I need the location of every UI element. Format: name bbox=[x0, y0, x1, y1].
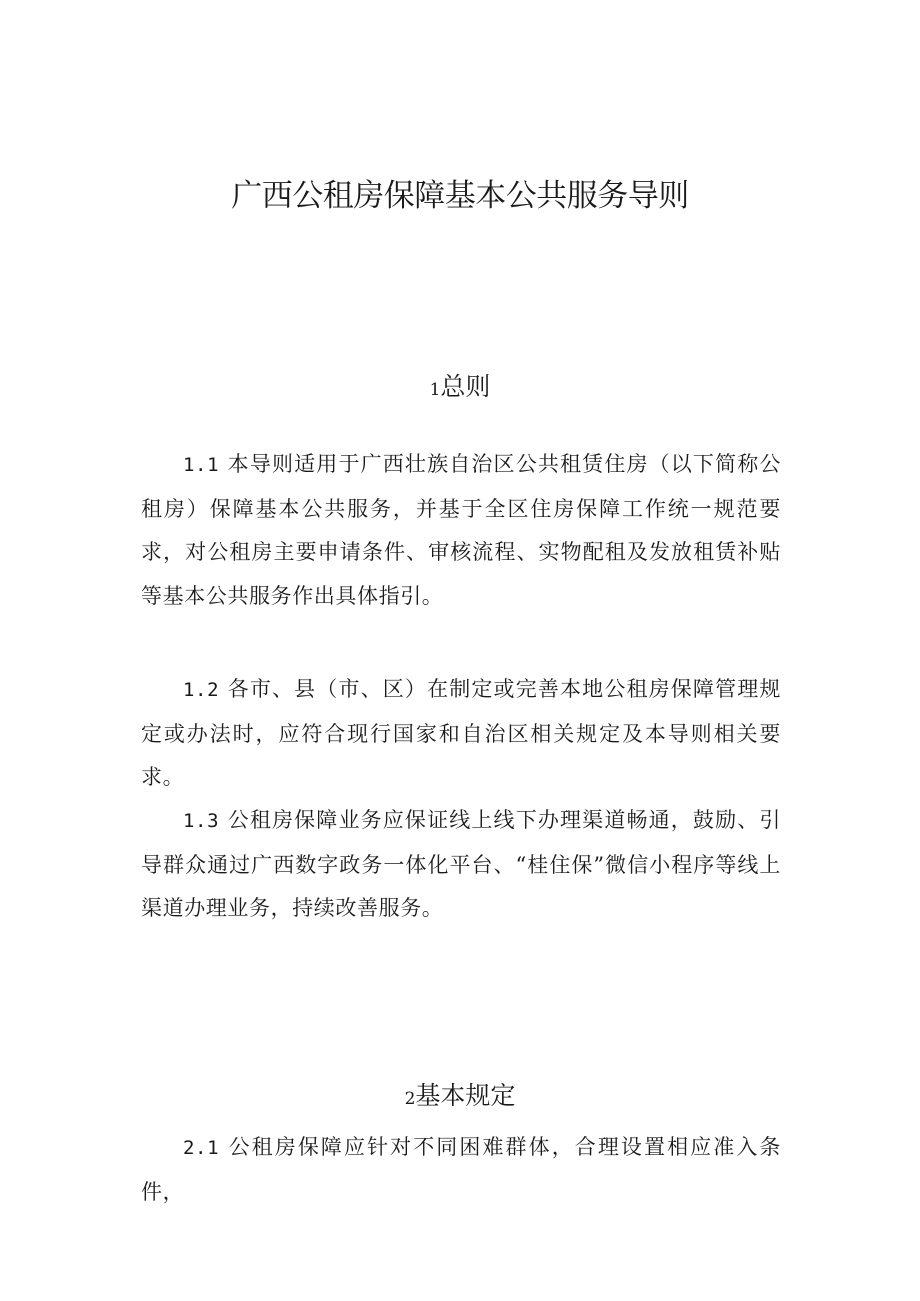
paragraph-number: 2.1 bbox=[183, 1137, 220, 1159]
paragraph-text: 公租房保障业务应保证线上线下办理渠道畅通，鼓励、引导群众通过广西数字政务一体化平台、“桂住保”微信小程序等线上渠道办理业务，持续改善服务。 bbox=[141, 808, 781, 920]
section-number: 2 bbox=[404, 1089, 416, 1109]
paragraph-2-1 bbox=[141, 1126, 781, 1214]
section-number: 1 bbox=[429, 380, 441, 400]
paragraph-text: 公租房保障应针对不同困难群体，合理设置相应准入条件， bbox=[141, 1135, 781, 1204]
section-title: 总则 bbox=[440, 372, 491, 401]
section-title: 基本规定 bbox=[415, 1081, 516, 1110]
paragraph-number: 1.1 bbox=[183, 454, 220, 476]
paragraph-text: 本导则适用于广西壮族自治区公共租赁住房（以下简称公租房）保障基本公共服务，并基于全区住房保障工作统一规范要求，对公租房主要申请条件、审核流程、实物配租及发放租赁补贴等基本公共服务作出具体指引。 bbox=[141, 452, 781, 608]
paragraph-1-2 bbox=[141, 668, 781, 800]
paragraph-1-1 bbox=[141, 443, 781, 618]
paragraph-text: 各市、县（市、区）在制定或完善本地公租房保障管理规定或办法时，应符合现行国家和自治区相关规定及本导则相关要求。 bbox=[141, 677, 781, 789]
paragraph-number: 1.3 bbox=[183, 810, 220, 832]
paragraph-number: 1.2 bbox=[183, 679, 220, 701]
document-title: 广西公租房保障基本公共服务导则 bbox=[231, 178, 689, 214]
section-heading-basic-provisions bbox=[0, 1076, 920, 1112]
section-heading-general bbox=[0, 367, 920, 403]
paragraph-1-3 bbox=[141, 799, 781, 931]
